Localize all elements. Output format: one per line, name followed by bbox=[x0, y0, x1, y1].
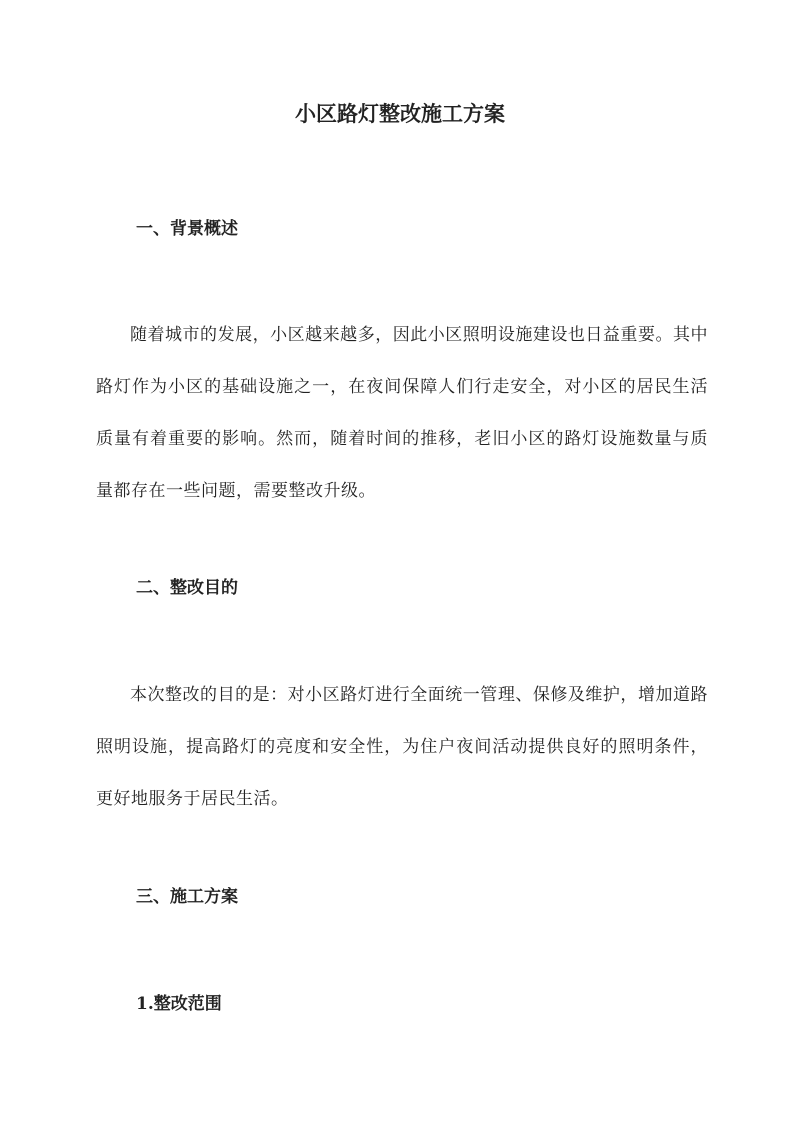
document-title: 小区路灯整改施工方案 bbox=[295, 101, 505, 126]
paragraph-purpose: 本次整改的目的是：对小区路灯进行全面统一管理、保修及维护，增加道路照明设施，提高路灯的亮度和安全性，为住户夜间活动提供良好的照明条件，更好地服务于居民生活。 bbox=[96, 685, 708, 809]
section-heading-purpose: 二、整改目的 bbox=[136, 578, 238, 598]
subsection-heading-scope: 1.整改范围 bbox=[136, 994, 222, 1014]
section-heading-construction-plan: 三、施工方案 bbox=[136, 887, 238, 907]
paragraph-background: 随着城市的发展，小区越来越多，因此小区照明设施建设也日益重要。其中路灯作为小区的基础设施之一，在夜间保障人们行走安全，对小区的居民生活质量有着重要的影响。然而，随着时间的推移，老旧小区的路灯设施数量与质量都存在一些问题，需要整改升级。 bbox=[96, 325, 708, 501]
section-heading-background: 一、背景概述 bbox=[136, 219, 238, 239]
